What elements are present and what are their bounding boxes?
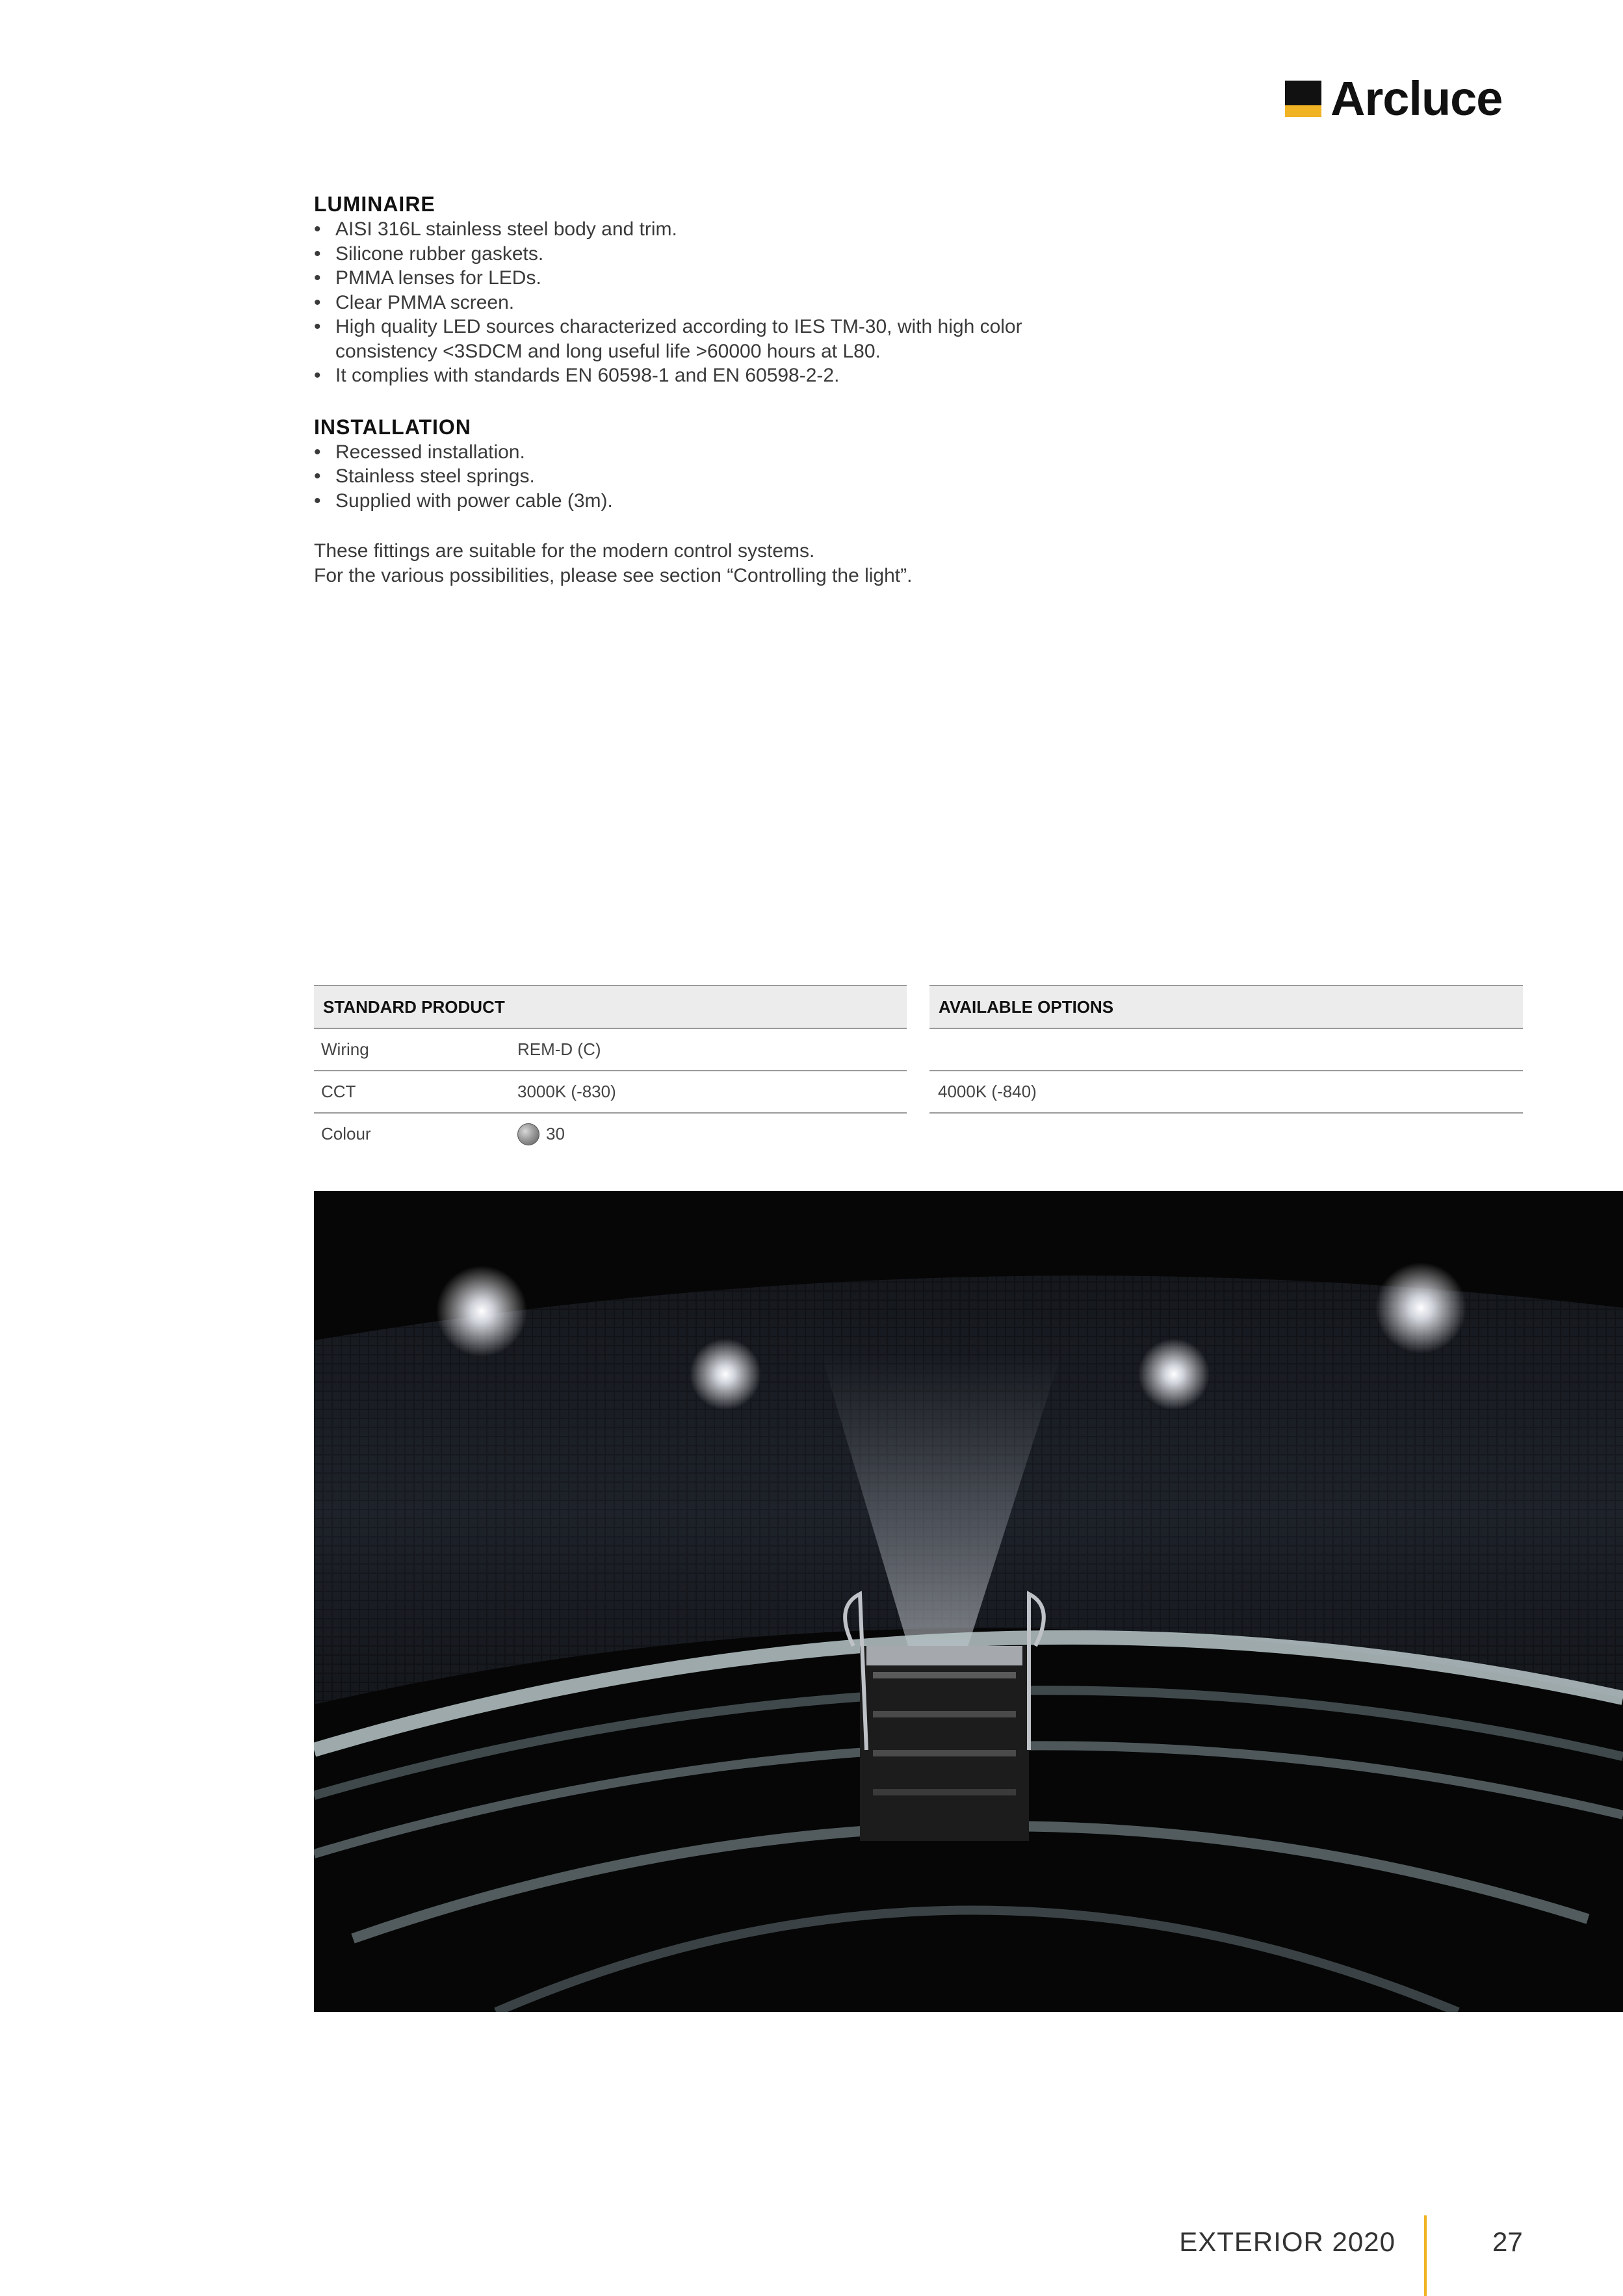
luminaire-list: [314, 217, 1159, 388]
table-row: [314, 1114, 907, 1155]
table-row: [314, 1071, 907, 1114]
row-label: CCT: [321, 1082, 356, 1101]
list-item: • Recessed installation.: [314, 440, 1159, 465]
footer-divider: [1424, 2215, 1427, 2296]
footer-section-title: EXTERIOR 2020: [1179, 2226, 1396, 2257]
colour-swatch-icon: [517, 1123, 539, 1145]
colour-code: 30: [546, 1124, 565, 1143]
logo-wordmark: Arcluce: [1331, 72, 1503, 125]
row-value: [517, 1123, 565, 1145]
logo-mark-icon: [1285, 81, 1321, 117]
row-label: Wiring: [321, 1039, 369, 1059]
brand-logo: [1285, 72, 1503, 125]
row-value: 3000K (-830): [517, 1082, 616, 1101]
table-header: AVAILABLE OPTIONS: [929, 985, 1523, 1029]
list-item: • PMMA lenses for LEDs.: [314, 266, 1159, 291]
list-item: • It complies with standards EN 60598-1 and EN 60598-2-2.: [314, 363, 1159, 388]
list-item: • AISI 316L stainless steel body and trim.: [314, 217, 1159, 242]
available-options-table: [929, 985, 1523, 1114]
page-number: 27: [1492, 2226, 1523, 2257]
table-row: [929, 1029, 1523, 1071]
table-header: STANDARD PRODUCT: [314, 985, 907, 1029]
list-item: • Supplied with power cable (3m).: [314, 489, 1159, 514]
control-reference: For the various possibilities, please see section “Controlling the light”.: [314, 564, 913, 586]
row-label: Colour: [321, 1124, 371, 1143]
installation-list: [314, 440, 1159, 514]
product-description: [314, 191, 1159, 588]
list-item: • Stainless steel springs.: [314, 464, 1159, 489]
row-value: 4000K (-840): [938, 1082, 1037, 1101]
installation-heading: INSTALLATION: [314, 415, 471, 439]
row-value: REM-D (C): [517, 1039, 601, 1059]
table-row: [929, 1071, 1523, 1114]
standard-product-table: [314, 985, 907, 1155]
table-row: [314, 1029, 907, 1071]
list-item: • High quality LED sources characterized according to IES TM-30, with high color consistency <3SDCM and long useful life >60000 hours at L80.: [314, 315, 1057, 363]
steam-room-photo: [314, 1191, 1623, 2012]
list-item: • Silicone rubber gaskets.: [314, 242, 1159, 267]
luminaire-heading: LUMINAIRE: [314, 192, 435, 216]
control-note: These fittings are suitable for the modern control systems.: [314, 540, 815, 562]
list-item: • Clear PMMA screen.: [314, 291, 1159, 315]
